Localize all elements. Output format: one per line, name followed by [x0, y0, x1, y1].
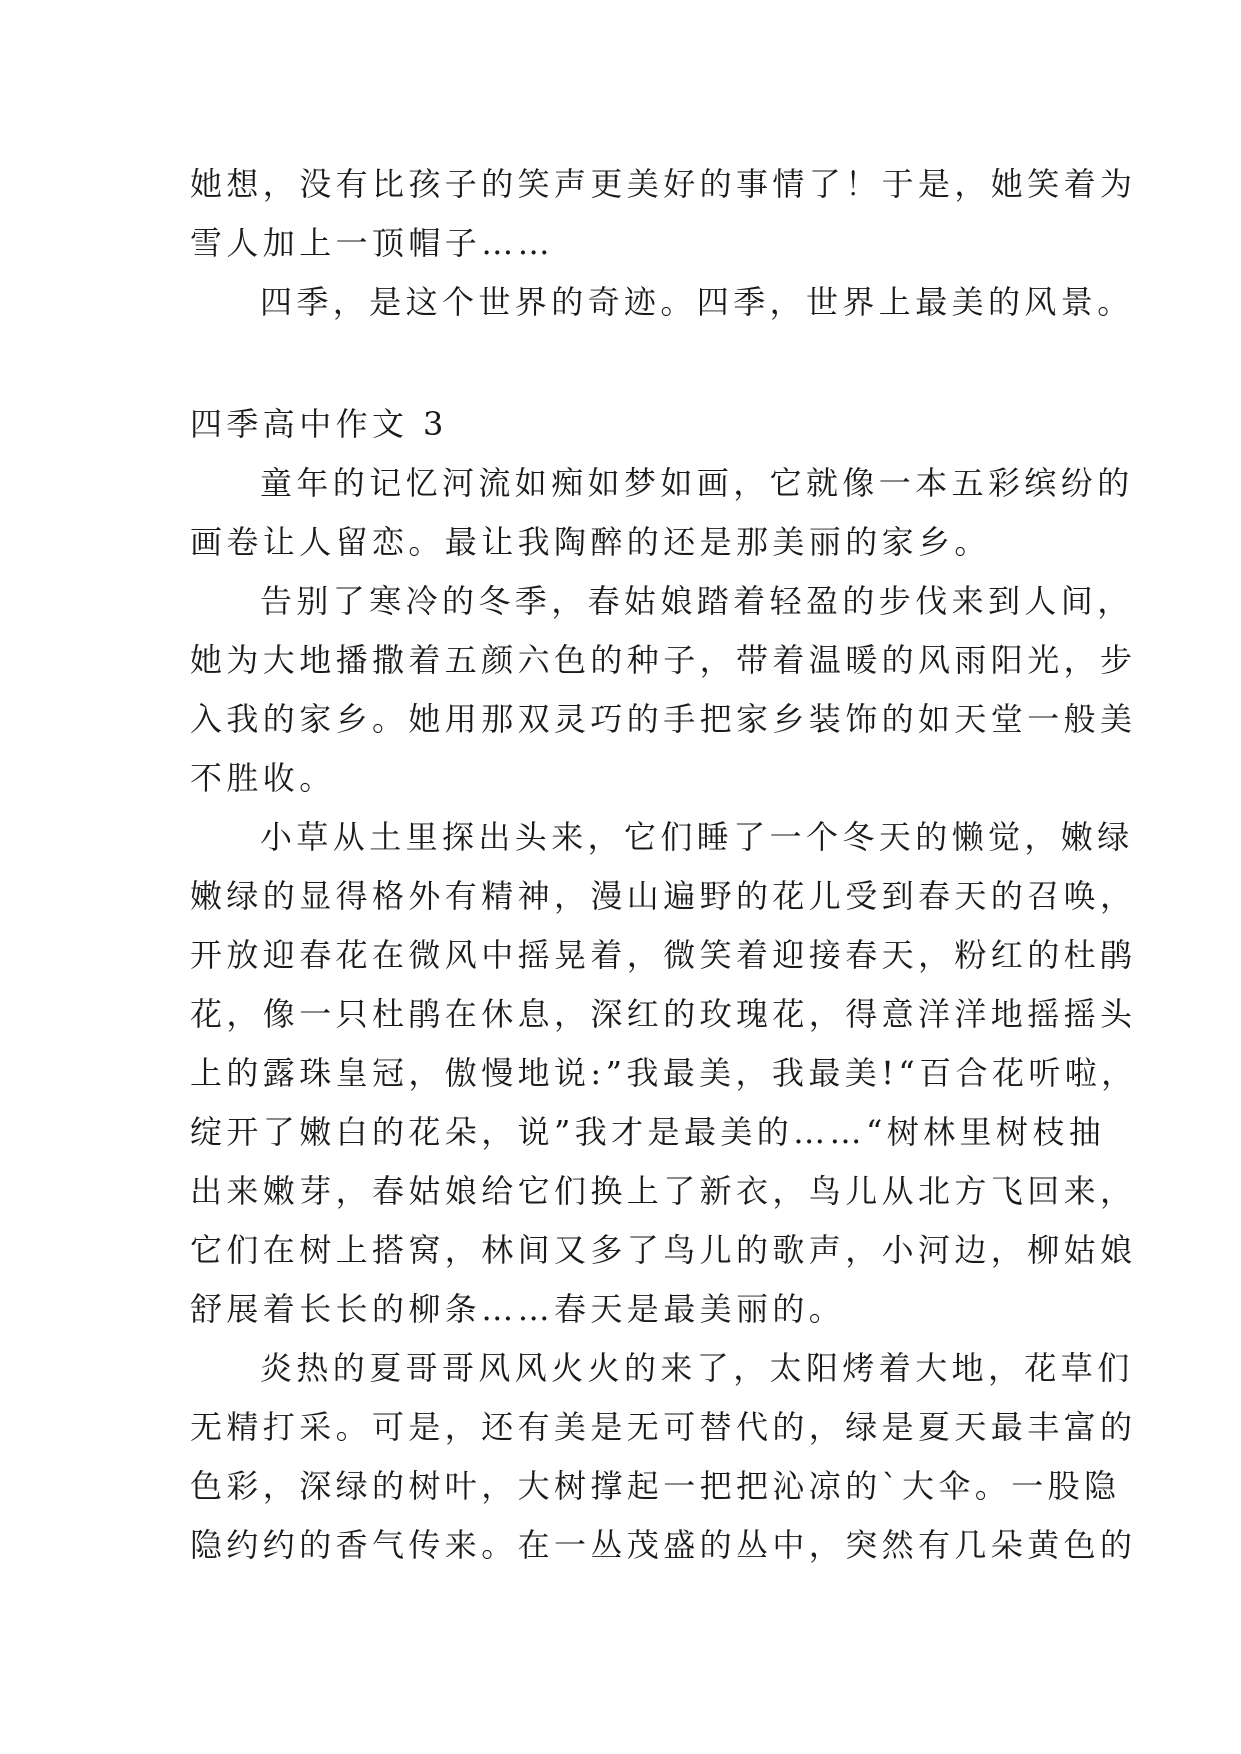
essay-body: [190, 454, 1138, 1575]
text-line: 画卷让人留恋。最让我陶醉的还是那美丽的家乡。: [190, 523, 991, 561]
closing-line: 四季，是这个世界的奇迹。四季，世界上最美的风景。: [260, 283, 1134, 321]
text-line: 雪人加上一顶帽子……: [190, 224, 555, 262]
text-line: 出来嫩芽，春姑娘给它们换上了新衣，鸟儿从北方飞回来，: [190, 1172, 1137, 1210]
text-line: 色彩，深绿的树叶，大树撑起一把把沁凉的`大伞。一股隐: [190, 1467, 1121, 1505]
text-line: 舒展着长长的柳条……春天是最美丽的。: [190, 1290, 846, 1328]
text-line: 告别了寒冷的冬季，春姑娘踏着轻盈的步伐来到人间，: [260, 582, 1134, 620]
text-line: 绽开了嫩白的花朵，说”我才是最美的……“树林里树枝抽: [190, 1113, 1106, 1151]
text-line: 无精打采。可是，还有美是无可替代的，绿是夏天最丰富的: [190, 1408, 1137, 1446]
paragraph-4: [190, 1339, 1137, 1575]
text-line: 小草从土里探出头来，它们睡了一个冬天的懒觉，嫩绿: [260, 818, 1134, 856]
text-line: 入我的家乡。她用那双灵巧的手把家乡装饰的如天堂一般美: [190, 700, 1137, 738]
text-line: 炎热的夏哥哥风风火火的来了，太阳烤着大地，花草们: [260, 1349, 1134, 1387]
text-line: 嫩绿的显得格外有精神，漫山遍野的花儿受到春天的召唤，: [190, 877, 1137, 915]
text-line: 它们在树上搭窝，林间又多了鸟儿的歌声，小河边，柳姑娘: [190, 1231, 1137, 1269]
text-line: 不胜收。: [190, 759, 336, 797]
text-line: 她为大地播撒着五颜六色的种子，带着温暖的风雨阳光，步: [190, 641, 1137, 679]
text-line: 她想，没有比孩子的笑声更美好的事情了！于是，她笑着为: [190, 165, 1137, 203]
text-line: 上的露珠皇冠，傲慢地说:”我最美，我最美!“百合花听啦，: [190, 1054, 1138, 1092]
text-line: 童年的记忆河流如痴如梦如画，它就像一本五彩缤纷的: [260, 464, 1134, 502]
paragraph-1: [190, 454, 1134, 572]
text-line: 开放迎春花在微风中摇晃着，微笑着迎接春天，粉红的杜鹃: [190, 936, 1137, 974]
essay-title: 四季高中作文 3: [190, 405, 448, 443]
essay-heading: [190, 395, 1070, 454]
text-line: 花，像一只杜鹃在休息，深红的玫瑰花，得意洋洋地摇摇头: [190, 995, 1137, 1033]
paragraph-2: [190, 572, 1137, 808]
previous-essay-ending: [190, 155, 1137, 332]
text-line: 隐约约的香气传来。在一丛茂盛的丛中，突然有几朵黄色的: [190, 1526, 1137, 1564]
paragraph-3: [190, 808, 1138, 1339]
